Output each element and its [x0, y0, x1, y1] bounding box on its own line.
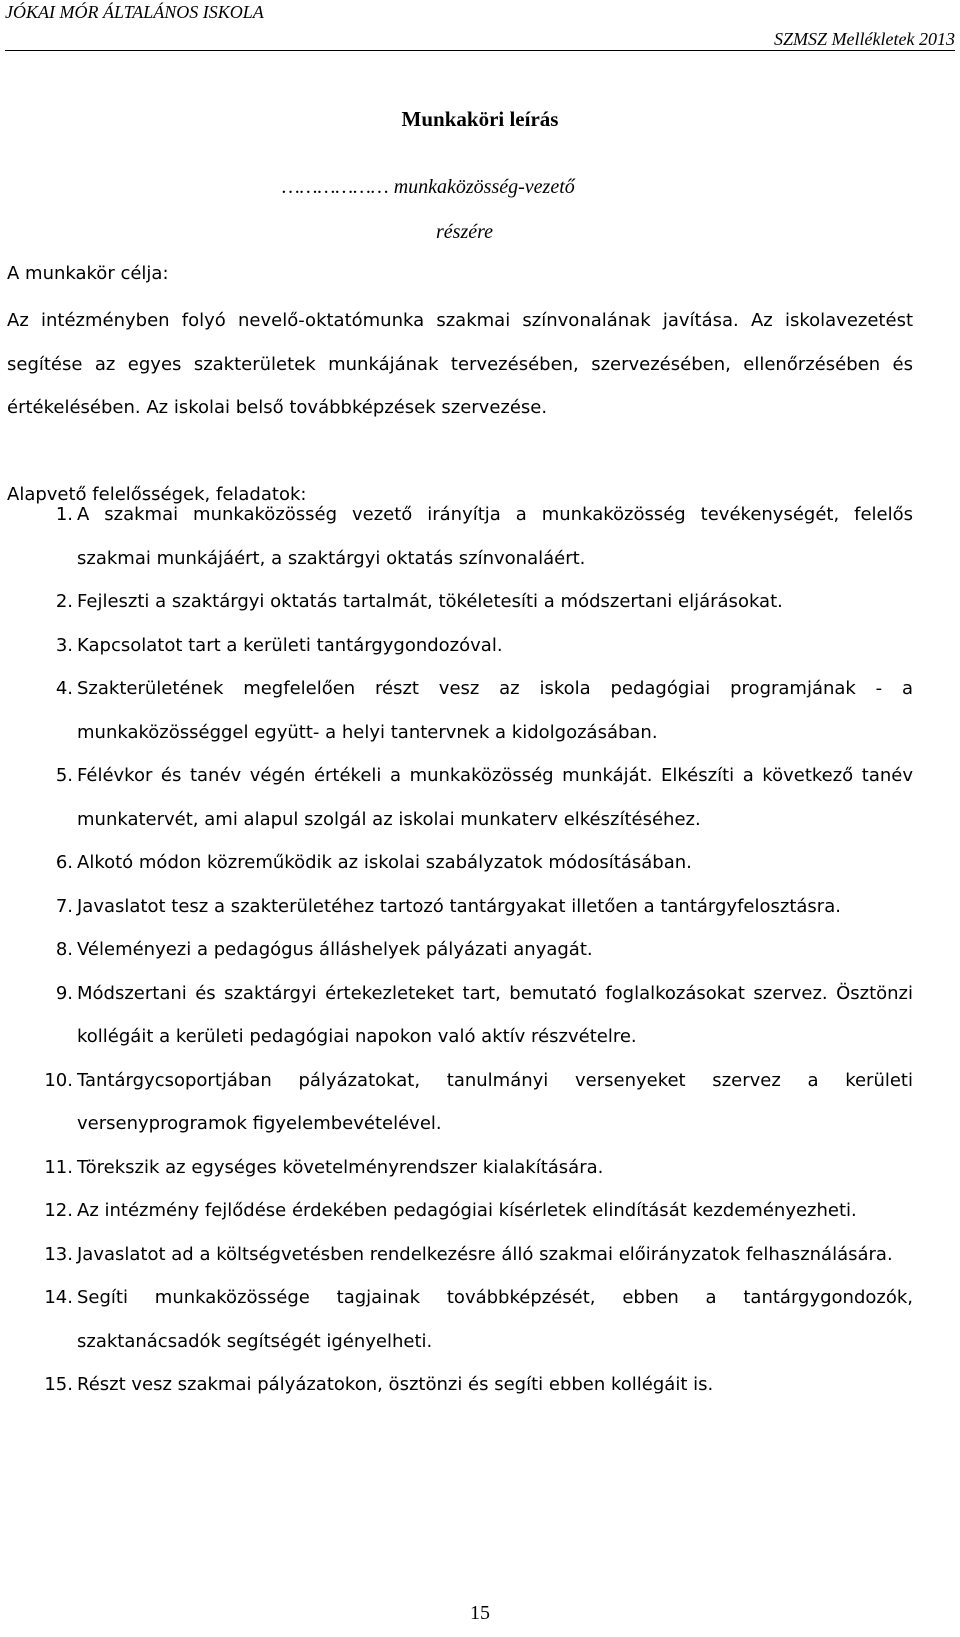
document-subtitle-role: ……………… munkaközösség-vezető: [282, 176, 575, 198]
list-item-text: Segíti munkaközössége tagjainak továbbképzését, ebben a tantárgygondozók, szaktanácsadók segítségét igényelheti.: [77, 1287, 913, 1352]
list-item-text: Javaslatot tesz a szakterületéhez tartozó tantárgyakat illetően a tantárgyfelosztásra.: [77, 895, 841, 917]
list-item-text: Félévkor és tanév végén értékeli a munkaközösség munkáját. Elkészíti a következő tanév munkatervét, ami alapul szolgál az iskolai munkaterv elkészítéséhez.: [77, 765, 913, 830]
list-item: [7, 624, 913, 668]
list-item-number: 13.: [44, 1243, 73, 1265]
list-item: [7, 1146, 913, 1190]
list-item-text: Törekszik az egységes követelményrendszer kialakítására.: [77, 1156, 604, 1178]
list-item-text: Az intézmény fejlődése érdekében pedagógiai kísérletek elindítását kezdeményezheti.: [77, 1200, 857, 1221]
list-item-text: Fejleszti a szaktárgyi oktatás tartalmát, tökéletesíti a módszertani eljárásokat.: [77, 591, 783, 612]
list-item-number: 2.: [55, 591, 73, 612]
list-item: [7, 1059, 913, 1146]
list-item-text: Részt vesz szakmai pályázatokon, ösztönzi és segíti ebben kollégáit is.: [77, 1374, 714, 1395]
list-item: [7, 493, 913, 580]
list-item: [7, 928, 913, 972]
responsibilities-section-heading: Alapvető felelősségek, feladatok:: [7, 484, 307, 505]
list-item: [7, 1363, 913, 1407]
list-item: [7, 841, 913, 885]
list-item-number: 9.: [55, 982, 73, 1004]
list-item: [7, 1276, 913, 1363]
document-subtitle-for: részére: [436, 221, 494, 243]
list-item-text: Szakterületének megfelelően részt vesz az iskola pedagógiai programjának - a munkaközösséggel együtt- a helyi tantervnek a kidolgozásában.: [77, 678, 913, 743]
list-item-number: 7.: [55, 895, 73, 917]
list-item: [7, 667, 913, 754]
list-item-number: 3.: [55, 634, 73, 656]
list-item-text: Tantárgycsoportjában pályázatokat, tanulmányi versenyeket szervez a kerületi versenyprogramok figyelembevételével.: [77, 1069, 913, 1134]
list-item-number: 5.: [55, 765, 73, 786]
list-item: [7, 1233, 913, 1277]
list-item-text: Kapcsolatot tart a kerületi tantárgygondozóval.: [77, 634, 503, 656]
list-item-text: Alkotó módon közreműködik az iskolai szabályzatok módosításában.: [77, 852, 692, 873]
list-item: [7, 754, 913, 841]
list-item: [7, 1189, 913, 1233]
page-number: 15: [470, 1602, 490, 1624]
list-item: [7, 885, 913, 929]
list-item-text: Javaslatot ad a költségvetésben rendelkezésre álló szakmai előirányzatok felhasználására.: [77, 1243, 893, 1265]
header-document-name: SZMSZ Mellékletek 2013: [774, 29, 955, 49]
list-item-number: 8.: [55, 939, 73, 960]
list-item: [7, 580, 913, 624]
list-item-text: Módszertani és szaktárgyi értekezleteket tart, bemutató foglalkozásokat szervez. Ösztönzi kollégáit a kerületi pedagógiai napokon való aktív részvételre.: [77, 982, 913, 1047]
list-item-number: 10.: [44, 1069, 73, 1091]
goal-paragraph: Az intézményben folyó nevelő-oktatómunka szakmai színvonalának javítása. Az iskolavezetést segítése az egyes szakterületek munkájának tervezésében, szervezésében, ellenőrzésében és értékelésében. Az iskolai belső továbbképzések szervezése.: [7, 310, 913, 418]
responsibilities-list: [7, 493, 913, 1407]
goal-section-heading: A munkakör célja:: [7, 263, 169, 284]
list-item-number: 4.: [55, 678, 73, 699]
list-item-number: 14.: [44, 1287, 73, 1308]
list-item: [7, 972, 913, 1059]
list-item-text: Véleményezi a pedagógus álláshelyek pályázati anyagát.: [77, 939, 593, 960]
header-school-name: JÓKAI MÓR ÁLTALÁNOS ISKOLA: [5, 2, 264, 22]
list-item-number: 12.: [44, 1200, 73, 1221]
document-title: Munkaköri leírás: [401, 107, 559, 131]
list-item-text: A szakmai munkaközösség vezető irányítja a munkaközösség tevékenységét, felelős szakmai munkájáért, a szaktárgyi oktatás színvonaláért.: [77, 504, 913, 569]
list-item-number: 15.: [44, 1374, 73, 1395]
page-header: [5, 0, 955, 51]
list-item-number: 6.: [55, 852, 73, 873]
list-item-number: 11.: [44, 1156, 73, 1178]
list-item-number: 1.: [55, 504, 73, 525]
